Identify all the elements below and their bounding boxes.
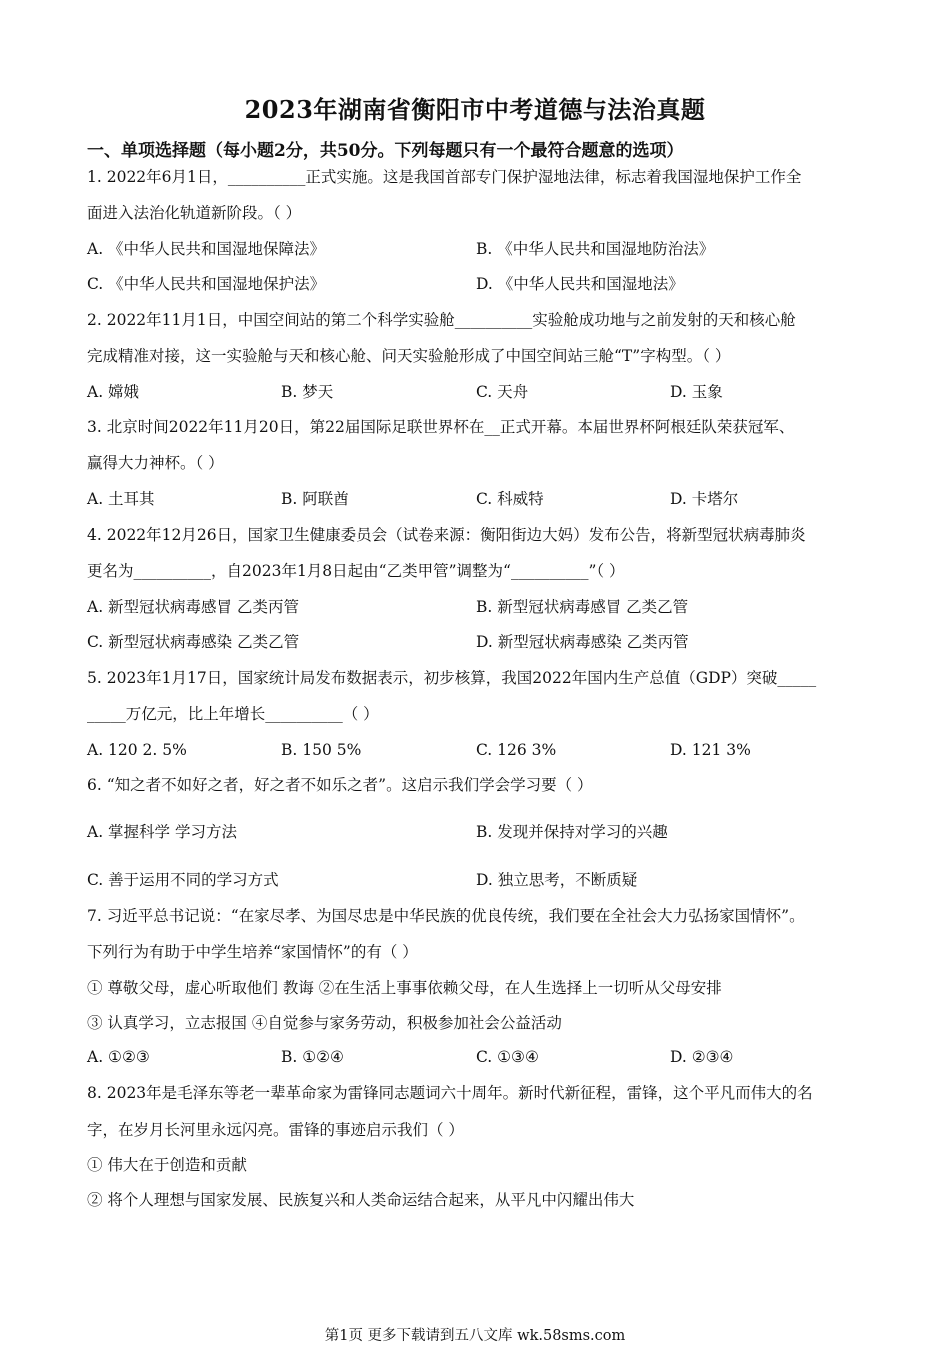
question-4-option-d: D. 新型冠状病毒感染 乙类丙管 [476,633,689,651]
question-3-option-b: B. 阿联酋 [281,490,349,508]
question-3-option-d: D. 卡塔尔 [670,490,739,508]
question-2-option-b: B. 梦天 [281,383,334,401]
question-5-option-b: B. 150 5% [281,741,362,759]
question-7-option-b: B. ①②④ [281,1048,344,1066]
question-6-stem: 6. “知之者不如好之者，好之者不如乐之者”。这启示我们学会学习要（ ） [87,776,593,794]
question-1-option-a: A. 《中华人民共和国湿地保障法》 [87,240,326,258]
question-4-stem-line-1: 4. 2022年12月26日，国家卫生健康委员会（试卷来源：衡阳街边大妈）发布公告，将新型冠状病毒肺炎 [87,526,806,544]
question-4-option-b: B. 新型冠状病毒感冒 乙类乙管 [476,598,689,616]
question-5-stem-line-1: 5. 2023年1月17日，国家统计局发布数据表示，初步核算，我国2022年国内生产总值（GDP）突破_____ [87,669,817,687]
question-6-option-c: C. 善于运用不同的学习方式 [87,871,279,889]
question-2-stem-line-2: 完成精准对接，这一实验舱与天和核心舱、问天实验舱形成了中国空间站三舱“T”字构型。（ ） [87,347,731,365]
page-title: 2023年湖南省衡阳市中考道德与法治真题 [244,95,706,124]
section-heading: 一、单项选择题（每小题2分，共50分。下列每题只有一个最符合题意的选项） [87,141,684,161]
question-4-option-c: C. 新型冠状病毒感染 乙类乙管 [87,633,300,651]
question-7-option-c: C. ①③④ [476,1048,539,1066]
question-5-option-c: C. 126 3% [476,741,557,759]
question-1-option-d: D. 《中华人民共和国湿地法》 [476,275,684,293]
question-4-option-a: A. 新型冠状病毒感冒 乙类丙管 [87,598,299,616]
question-5-stem-line-2: _____万亿元，比上年增长__________（ ） [87,705,379,723]
question-8-stem-line-2: 字，在岁月长河里永远闪亮。雷锋的事迹启示我们（ ） [87,1121,464,1139]
question-5-option-a: A. 120 2. 5% [87,741,187,759]
question-7-option-a: A. ①②③ [87,1048,150,1066]
question-1-option-b: B. 《中华人民共和国湿地防治法》 [476,240,715,258]
question-6-option-a: A. 掌握科学 学习方法 [87,823,237,841]
question-8-item-1: ① 伟大在于创造和贡献 [87,1156,247,1174]
question-8-item-2: ② 将个人理想与国家发展、民族复兴和人类命运结合起来，从平凡中闪耀出伟大 [87,1191,635,1209]
question-8-stem-line-1: 8. 2023年是毛泽东等老一辈革命家为雷锋同志题词六十周年。新时代新征程，雷锋，这个平凡而伟大的名 [87,1084,813,1102]
question-5-option-d: D. 121 3% [670,741,751,759]
question-3-stem-line-1: 3. 北京时间2022年11月20日，第22届国际足联世界杯在__正式开幕。本届世界杯阿根廷队荣获冠军、 [87,418,795,436]
question-7-item-line-2: ③ 认真学习，立志报国 ④自觉参与家务劳动，积极参加社会公益活动 [87,1014,562,1032]
question-1-stem-line-1: 1. 2022年6月1日，__________正式实施。这是我国首部专门保护湿地法律，标志着我国湿地保护工作全 [87,168,802,186]
question-1-stem-line-2: 面进入法治化轨道新阶段。（ ） [87,204,302,222]
question-7-option-d: D. ②③④ [670,1048,734,1066]
question-4-stem-line-2: 更名为__________，自2023年1月8日起由“乙类甲管”调整为“__________”（ ） [87,562,625,580]
question-2-stem-line-1: 2. 2022年11月1日，中国空间站的第二个科学实验舱__________实验舱成功地与之前发射的天和核心舱 [87,311,796,329]
question-7-item-line-1: ① 尊敬父母，虚心听取他们 教诲 ②在生活上事事依赖父母，在人生选择上一切听从父母安排 [87,979,722,997]
question-1-option-c: C. 《中华人民共和国湿地保护法》 [87,275,326,293]
question-6-option-b: B. 发现并保持对学习的兴趣 [476,823,668,841]
page-footer: 第1页 更多下载请到五八文库 wk.58sms.com [324,1328,626,1344]
question-7-stem-line-1: 7. 习近平总书记说：“在家尽孝、为国尽忠是中华民族的优良传统，我们要在全社会大力弘扬家国情怀”。 [87,907,805,925]
question-2-option-c: C. 天舟 [476,383,529,401]
question-3-option-c: C. 科威特 [476,490,544,508]
question-2-option-a: A. 嫦娥 [87,383,140,401]
question-2-option-d: D. 玉象 [670,383,723,401]
question-3-stem-line-2: 赢得大力神杯。（ ） [87,454,224,472]
question-6-option-d: D. 独立思考，不断质疑 [476,871,638,889]
question-7-stem-line-2: 下列行为有助于中学生培养“家国情怀”的有（ ） [87,943,418,961]
question-3-option-a: A. 土耳其 [87,490,155,508]
